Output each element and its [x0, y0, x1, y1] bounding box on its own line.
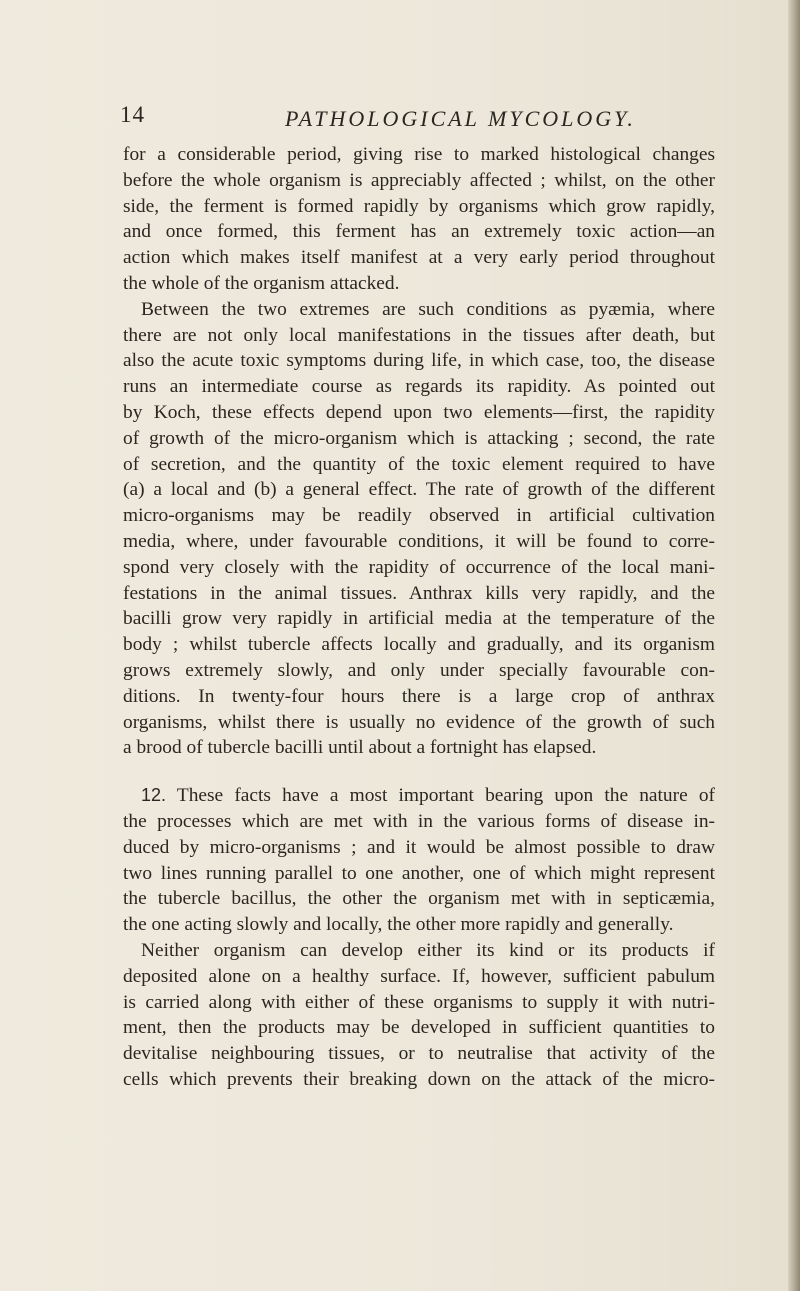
text-line: bacilli grow very rapidly in artificial media at the temperature of the — [123, 608, 715, 630]
text-line: of growth of the micro-organism which is attacking ; second, the rate — [123, 427, 715, 449]
text-line: Between the two extremes are such conditions as pyæmia, where — [141, 298, 715, 320]
text-line: of secretion, and the quantity of the toxic element required to have — [123, 453, 715, 475]
text-line: action which makes itself manifest at a very early period throughout — [123, 247, 715, 269]
text-line: the processes which are met with in the various forms of disease in- — [123, 810, 715, 832]
text-line: ditions. In twenty-four hours there is a large crop of anthrax — [123, 685, 715, 707]
paragraph-2 — [123, 297, 715, 761]
text-line: runs an intermediate course as regards its rapidity. As pointed out — [123, 376, 715, 398]
text-line: organisms, whilst there is usually no evidence of the growth of such — [123, 711, 715, 733]
text-line: two lines running parallel to one another, one of which might represent — [123, 862, 715, 884]
text-line: for a considerable period, giving rise to marked histological changes — [123, 144, 715, 165]
text-line: (a) a local and (b) a general effect. The rate of growth of the different — [123, 479, 715, 501]
text-line: deposited alone on a healthy surface. If, however, sufficient pabulum — [123, 965, 715, 987]
text-line: festations in the animal tissues. Anthrax kills very rapidly, and the — [123, 582, 715, 604]
text-line: duced by micro-organisms ; and it would be almost possible to draw — [123, 836, 715, 858]
text-line: is carried along with either of these organisms to supply it with nutri- — [123, 991, 715, 1013]
text-line: also the acute toxic symptoms during life, in which case, too, the disease — [123, 350, 715, 372]
text-line: micro-organisms may be readily observed in artificial cultivation — [123, 505, 715, 527]
text-line: and once formed, this ferment has an extremely toxic action—an — [123, 221, 715, 243]
running-title: PATHOLOGICAL MYCOLOGY. — [285, 106, 636, 131]
text-line: the whole of the organism attacked. — [123, 272, 400, 294]
text-line: body ; whilst tubercle affects locally and gradually, and its organism — [123, 634, 715, 656]
text-line: grows extremely slowly, and only under specially favourable con- — [123, 659, 715, 681]
text-line: the one acting slowly and locally, the other more rapidly and generally. — [123, 914, 674, 936]
section-gap — [123, 761, 715, 783]
text-line: before the whole organism is appreciably affected ; whilst, on the other — [123, 169, 715, 191]
text-line: ment, then the products may be developed in sufficient quantities to — [123, 1017, 715, 1039]
text-line: cells which prevents their breaking down on the attack of the micro- — [123, 1068, 715, 1090]
paragraph-4 — [123, 938, 715, 1093]
line-text: These facts have a most important bearing upon the nature of — [176, 785, 715, 807]
text-line — [123, 783, 715, 809]
text-line: devitalise neighbouring tissues, or to neutralise that activity of the — [123, 1043, 715, 1065]
text-line: side, the ferment is formed rapidly by organisms which grow rapidly, — [123, 195, 715, 217]
text-line: a brood of tubercle bacilli until about a fortnight has elapsed. — [123, 737, 597, 759]
page-number: 14 — [120, 102, 145, 127]
section-number: 12. — [141, 785, 167, 806]
text-line: by Koch, these effects depend upon two elements—first, the rapidity — [123, 401, 715, 423]
text-line: there are not only local manifestations in the tissues after death, but — [123, 324, 715, 346]
text-line: the tubercle bacillus, the other the organism met with in septicæmia, — [123, 888, 715, 910]
running-head — [0, 100, 788, 140]
text-line: media, where, under favourable conditions, it will be found to corre- — [123, 530, 715, 552]
page-edge-shadow — [788, 0, 800, 1291]
paragraph-3 — [123, 783, 715, 938]
text-line: Neither organism can develop either its kind or its products if — [141, 939, 715, 961]
body-text — [123, 142, 715, 1093]
paragraph-1 — [123, 142, 715, 297]
text-line: spond very closely with the rapidity of occurrence of the local mani- — [123, 556, 715, 578]
